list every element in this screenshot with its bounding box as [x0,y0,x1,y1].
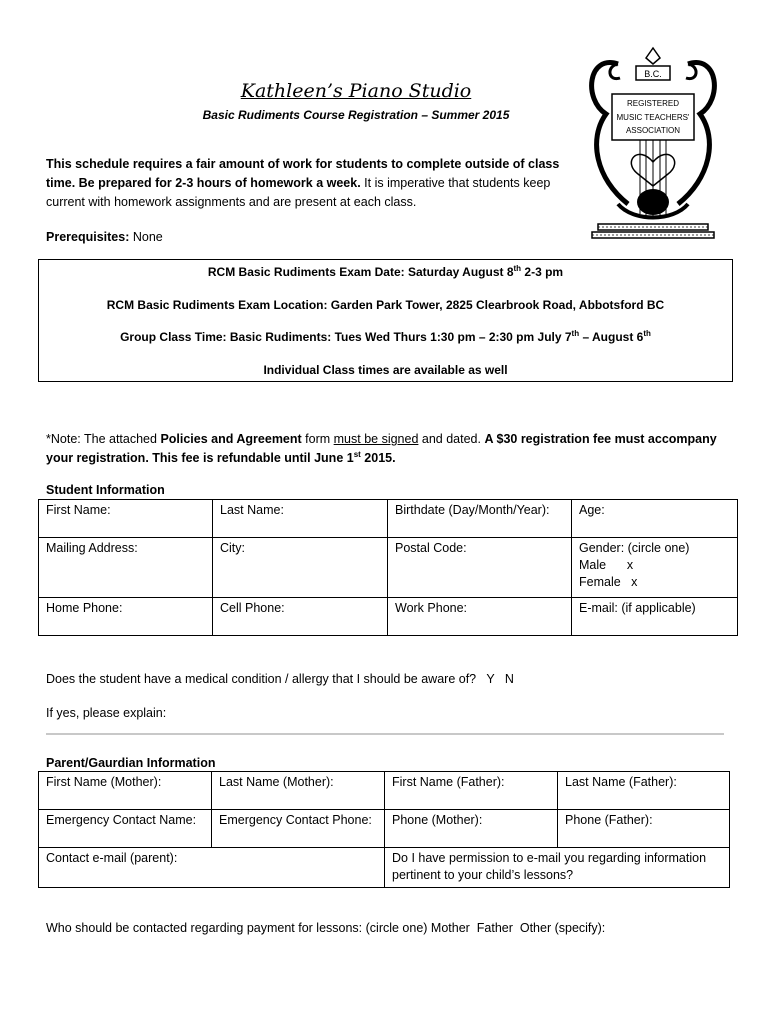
group-class-line [39,330,732,344]
intro-bold: This schedule requires a fair amount of work for students to complete outside of class time. Be prepared for 2-3 hours of homework a week. [46,157,560,190]
exam-date-line [39,265,732,279]
prerequisites [46,230,163,244]
parent-info-heading: Parent/Gaurdian Information [46,756,216,770]
label-cell-phone: Cell Phone: [220,601,285,615]
student-cell-phone-field[interactable] [213,598,388,636]
exam-date-text: RCM Basic Rudiments Exam Date: Saturday August 8 [207,265,514,279]
logo-text-association: ASSOCIATION [625,126,681,135]
label-email-permission: Do I have permission to e-mail you regarding information pertinent to your child’s lessons? [392,851,707,882]
label-email: E-mail: (if applicable) [579,601,696,615]
label-emergency-name: Emergency Contact Name: [46,813,197,827]
label-gender: Gender: (circle one) [579,541,690,555]
note-fee-year: 2015. [360,451,396,465]
student-work-phone-field[interactable] [388,598,572,636]
payment-contact-question: Who should be contacted regarding payment for lessons: (circle one) Mother Father Other (specify): [46,921,606,935]
email-permission-field[interactable] [385,848,730,888]
individual-class-line: Individual Class times are available as well [263,363,508,377]
group-class-text2: – August 6 [579,330,644,344]
student-birthdate-field[interactable] [388,500,572,538]
student-postal-field[interactable] [388,538,572,598]
exam-date-time: 2-3 pm [521,265,564,279]
label-city: City: [220,541,245,555]
note-policies: Policies and Agreement [160,432,302,446]
father-phone-field[interactable] [558,810,730,848]
note-part5: and dated. [418,432,485,446]
note-part3: form [301,432,334,446]
label-first-father: First Name (Father): [392,775,505,789]
registration-note [46,430,736,468]
label-first-name: First Name: [46,503,111,517]
page-subtitle: Basic Rudiments Course Registration – Summer 2015 [202,108,510,122]
logo-text-music-teachers: MUSIC TEACHERS' [616,113,690,122]
prereq-value: None [129,230,163,244]
exam-location-line: RCM Basic Rudiments Exam Location: Garden Park Tower, 2825 Clearbrook Road, Abbotsford BC [106,298,665,312]
label-phone-mother: Phone (Mother): [392,813,483,827]
label-home-phone: Home Phone: [46,601,123,615]
emergency-name-field[interactable] [39,810,212,848]
label-last-father: Last Name (Father): [565,775,677,789]
medical-explain-label: If yes, please explain: [46,706,167,720]
bcrmta-lyre-logo [578,44,728,242]
label-last-mother: Last Name (Mother): [219,775,334,789]
note-fee-text: A $30 registration fee must accompany your registration. This fee is refundable until June 1 [46,432,717,465]
group-class-sup1: th [571,329,580,338]
mother-first-name-field[interactable] [39,772,212,810]
student-mailing-field[interactable] [39,538,213,598]
gender-option-male[interactable]: Male x [579,558,634,572]
mother-last-name-field[interactable] [212,772,385,810]
logo-text-bc: B.C. [644,69,662,79]
student-first-name-field[interactable] [39,500,213,538]
parent-info-table [38,771,730,888]
label-postal: Postal Code: [395,541,467,555]
student-city-field[interactable] [213,538,388,598]
gender-option-female[interactable]: Female x [579,575,638,589]
group-class-sup2: th [643,329,651,338]
label-first-mother: First Name (Mother): [46,775,162,789]
mother-phone-field[interactable] [385,810,558,848]
label-mailing: Mailing Address: [46,541,138,555]
label-phone-father: Phone (Father): [565,813,653,827]
label-parent-email: Contact e-mail (parent): [46,851,178,865]
student-email-field[interactable] [572,598,738,636]
student-home-phone-field[interactable] [39,598,213,636]
medical-question: Does the student have a medical condition / allergy that I should be aware of? Y N [46,672,514,686]
label-last-name: Last Name: [220,503,284,517]
student-info-heading: Student Information [46,483,165,497]
logo-text-registered: REGISTERED [626,99,680,108]
student-gender-field[interactable] [572,538,738,598]
note-fee-sup: st [353,449,361,459]
emergency-phone-field[interactable] [212,810,385,848]
intro-normal: It is imperative that students keep current with homework assignments and are present at each class. [46,176,551,209]
explain-answer-line[interactable] [46,733,724,735]
prereq-label: Prerequisites: [46,230,130,244]
label-birthdate: Birthdate (Day/Month/Year): [395,503,550,517]
student-info-table [38,499,738,636]
label-age: Age: [579,503,605,517]
intro-paragraph [46,155,566,212]
parent-email-field[interactable] [39,848,385,888]
note-part1: *Note: The attached [46,432,161,446]
label-work-phone: Work Phone: [395,601,468,615]
father-first-name-field[interactable] [385,772,558,810]
page-title: Kathleen’s Piano Studio [240,80,472,102]
exam-info-box [38,259,733,382]
student-last-name-field[interactable] [213,500,388,538]
note-must-sign: must be signed [333,432,419,446]
group-class-text: Group Class Time: Basic Rudiments: Tues Wed Thurs 1:30 pm – 2:30 pm July 7 [120,330,572,344]
label-emergency-phone: Emergency Contact Phone: [219,813,372,827]
father-last-name-field[interactable] [558,772,730,810]
student-age-field[interactable] [572,500,738,538]
exam-date-sup: th [513,264,522,273]
